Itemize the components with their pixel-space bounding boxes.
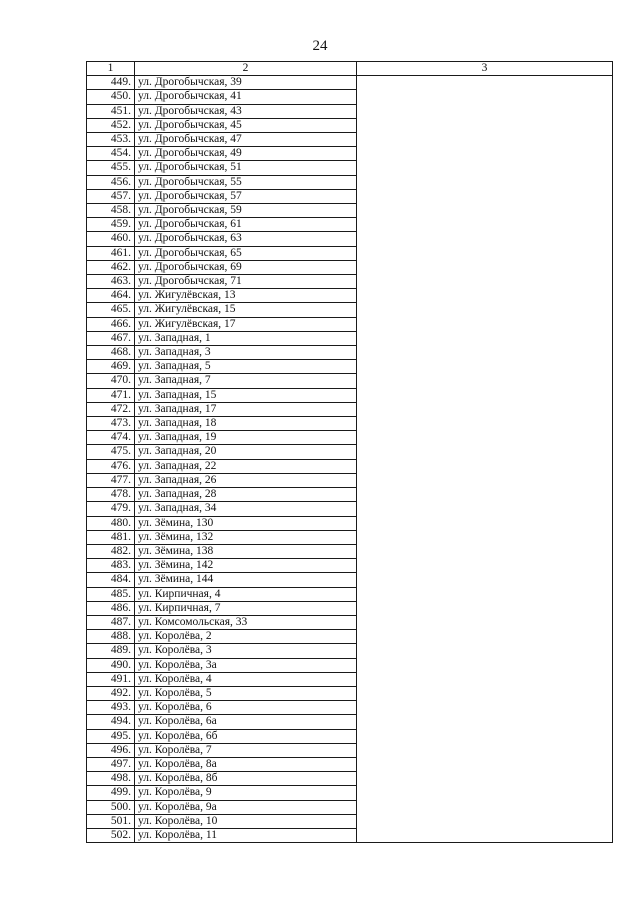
address-cell: ул. Дрогобычская, 49 xyxy=(135,147,357,161)
row-number: 450. xyxy=(87,90,135,104)
row-number: 473. xyxy=(87,417,135,431)
address-cell: ул. Дрогобычская, 43 xyxy=(135,104,357,118)
address-cell: ул. Королёва, 10 xyxy=(135,814,357,828)
address-cell: ул. Королёва, 9а xyxy=(135,800,357,814)
table-body xyxy=(87,76,613,843)
address-cell: ул. Жигулёвская, 15 xyxy=(135,303,357,317)
header-row xyxy=(87,62,613,76)
column-header-address: 2 xyxy=(135,62,357,76)
address-cell: ул. Королёва, 6б xyxy=(135,729,357,743)
address-cell: ул. Западная, 26 xyxy=(135,473,357,487)
address-cell: ул. Зёмина, 132 xyxy=(135,530,357,544)
row-number: 488. xyxy=(87,630,135,644)
column-header-number: 1 xyxy=(87,62,135,76)
address-cell: ул. Западная, 19 xyxy=(135,431,357,445)
address-cell: ул. Дрогобычская, 57 xyxy=(135,189,357,203)
row-number: 492. xyxy=(87,686,135,700)
row-number: 455. xyxy=(87,161,135,175)
column-header-remarks: 3 xyxy=(357,62,613,76)
row-number: 491. xyxy=(87,672,135,686)
address-cell: ул. Западная, 28 xyxy=(135,488,357,502)
address-cell: ул. Дрогобычская, 65 xyxy=(135,246,357,260)
address-cell: ул. Западная, 15 xyxy=(135,388,357,402)
row-number: 487. xyxy=(87,615,135,629)
address-table xyxy=(86,61,613,843)
address-cell: ул. Западная, 17 xyxy=(135,402,357,416)
address-cell: ул. Зёмина, 138 xyxy=(135,544,357,558)
row-number: 494. xyxy=(87,715,135,729)
row-number: 449. xyxy=(87,76,135,90)
row-number: 477. xyxy=(87,473,135,487)
address-cell: ул. Дрогобычская, 55 xyxy=(135,175,357,189)
row-number: 464. xyxy=(87,289,135,303)
address-cell: ул. Дрогобычская, 47 xyxy=(135,133,357,147)
row-number: 479. xyxy=(87,502,135,516)
row-number: 474. xyxy=(87,431,135,445)
row-number: 460. xyxy=(87,232,135,246)
address-cell: ул. Королёва, 6 xyxy=(135,701,357,715)
address-cell: ул. Жигулёвская, 13 xyxy=(135,289,357,303)
row-number: 499. xyxy=(87,786,135,800)
row-number: 463. xyxy=(87,275,135,289)
address-cell: ул. Королёва, 8б xyxy=(135,772,357,786)
row-number: 489. xyxy=(87,644,135,658)
row-number: 462. xyxy=(87,260,135,274)
address-cell: ул. Зёмина, 142 xyxy=(135,559,357,573)
address-cell: ул. Королёва, 6а xyxy=(135,715,357,729)
address-cell: ул. Западная, 7 xyxy=(135,374,357,388)
row-number: 481. xyxy=(87,530,135,544)
row-number: 453. xyxy=(87,133,135,147)
address-cell: ул. Королёва, 3 xyxy=(135,644,357,658)
address-cell: ул. Королёва, 8а xyxy=(135,757,357,771)
row-number: 485. xyxy=(87,587,135,601)
row-number: 470. xyxy=(87,374,135,388)
address-cell: ул. Королёва, 2 xyxy=(135,630,357,644)
address-cell: ул. Дрогобычская, 41 xyxy=(135,90,357,104)
table-row xyxy=(87,76,613,90)
row-number: 469. xyxy=(87,360,135,374)
address-cell: ул. Дрогобычская, 45 xyxy=(135,118,357,132)
address-cell: ул. Дрогобычская, 69 xyxy=(135,260,357,274)
address-cell: ул. Кирпичная, 4 xyxy=(135,587,357,601)
address-cell: ул. Королёва, 9 xyxy=(135,786,357,800)
address-cell: ул. Королёва, 3а xyxy=(135,658,357,672)
address-cell: ул. Кирпичная, 7 xyxy=(135,601,357,615)
row-number: 498. xyxy=(87,772,135,786)
row-number: 490. xyxy=(87,658,135,672)
row-number: 496. xyxy=(87,743,135,757)
row-number: 475. xyxy=(87,445,135,459)
remarks-cell xyxy=(357,76,613,843)
address-cell: ул. Зёмина, 144 xyxy=(135,573,357,587)
address-cell: ул. Зёмина, 130 xyxy=(135,516,357,530)
address-cell: ул. Западная, 5 xyxy=(135,360,357,374)
row-number: 497. xyxy=(87,757,135,771)
row-number: 500. xyxy=(87,800,135,814)
address-cell: ул. Королёва, 4 xyxy=(135,672,357,686)
address-cell: ул. Королёва, 11 xyxy=(135,828,357,842)
row-number: 502. xyxy=(87,828,135,842)
address-cell: ул. Дрогобычская, 59 xyxy=(135,204,357,218)
row-number: 467. xyxy=(87,331,135,345)
address-cell: ул. Западная, 34 xyxy=(135,502,357,516)
address-cell: ул. Дрогобычская, 71 xyxy=(135,275,357,289)
row-number: 452. xyxy=(87,118,135,132)
row-number: 476. xyxy=(87,459,135,473)
row-number: 472. xyxy=(87,402,135,416)
row-number: 454. xyxy=(87,147,135,161)
row-number: 459. xyxy=(87,218,135,232)
row-number: 456. xyxy=(87,175,135,189)
address-cell: ул. Дрогобычская, 51 xyxy=(135,161,357,175)
row-number: 458. xyxy=(87,204,135,218)
row-number: 486. xyxy=(87,601,135,615)
row-number: 493. xyxy=(87,701,135,715)
address-cell: ул. Дрогобычская, 61 xyxy=(135,218,357,232)
table-header xyxy=(87,62,613,76)
address-cell: ул. Западная, 1 xyxy=(135,331,357,345)
row-number: 451. xyxy=(87,104,135,118)
row-number: 466. xyxy=(87,317,135,331)
address-cell: ул. Западная, 22 xyxy=(135,459,357,473)
row-number: 484. xyxy=(87,573,135,587)
row-number: 465. xyxy=(87,303,135,317)
row-number: 483. xyxy=(87,559,135,573)
address-cell: ул. Западная, 18 xyxy=(135,417,357,431)
row-number: 457. xyxy=(87,189,135,203)
address-cell: ул. Западная, 20 xyxy=(135,445,357,459)
address-cell: ул. Королёва, 7 xyxy=(135,743,357,757)
address-cell: ул. Дрогобычская, 39 xyxy=(135,76,357,90)
address-cell: ул. Западная, 3 xyxy=(135,346,357,360)
row-number: 501. xyxy=(87,814,135,828)
address-cell: ул. Жигулёвская, 17 xyxy=(135,317,357,331)
row-number: 468. xyxy=(87,346,135,360)
page-number: 24 xyxy=(312,38,328,54)
row-number: 495. xyxy=(87,729,135,743)
address-cell: ул. Комсомольская, 33 xyxy=(135,615,357,629)
row-number: 471. xyxy=(87,388,135,402)
row-number: 478. xyxy=(87,488,135,502)
row-number: 480. xyxy=(87,516,135,530)
address-cell: ул. Королёва, 5 xyxy=(135,686,357,700)
row-number: 482. xyxy=(87,544,135,558)
address-cell: ул. Дрогобычская, 63 xyxy=(135,232,357,246)
row-number: 461. xyxy=(87,246,135,260)
